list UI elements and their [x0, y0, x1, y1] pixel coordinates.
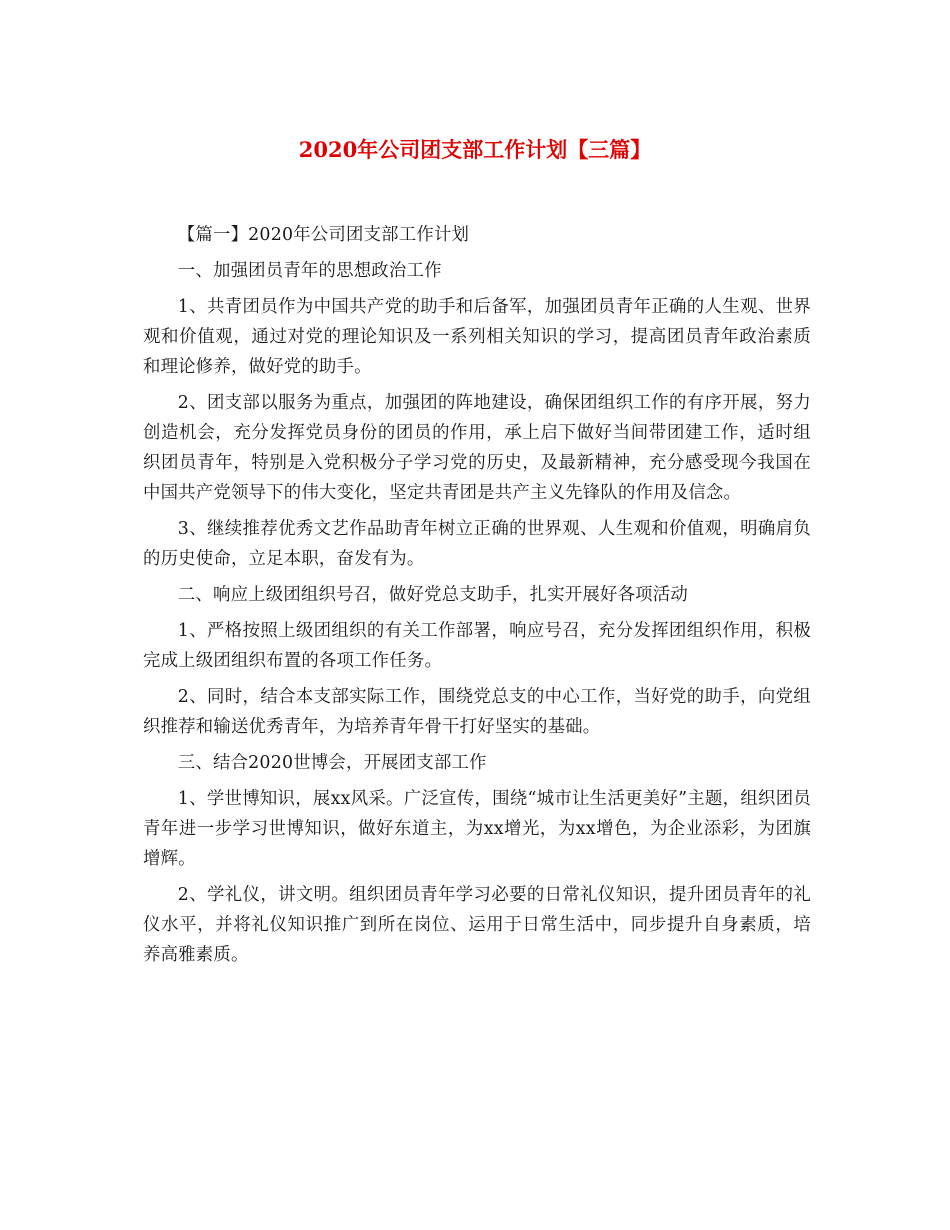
paragraph-2-2: 2、同时，结合本支部实际工作，围绕党总支的中心工作，当好党的助手，向党组织推荐和输送优秀青年，为培养青年骨干打好坚实的基础。 [143, 687, 811, 737]
document-body [143, 220, 811, 976]
paragraph-2-1: 1、严格按照上级团组织的有关工作部署，响应号召，充分发挥团组织作用，积极完成上级团组织布置的各项工作任务。 [143, 621, 811, 671]
paragraph-3-2: 2、学礼仪，讲文明。组织团员青年学习必要的日常礼仪知识，提升团员青年的礼仪水平，并将礼仪知识推广到所在岗位、运用于日常生活中，同步提升自身素质，培养高雅素质。 [143, 885, 811, 965]
section-heading-3: 三、结合2020世博会，开展团支部工作 [177, 753, 487, 773]
section-heading-1: 一、加强团员青年的思想政治工作 [177, 261, 442, 281]
paragraph-1-2: 2、团支部以服务为重点，加强团的阵地建设，确保团组织工作的有序开展，努力创造机会，充分发挥党员身份的团员的作用，承上启下做好当间带团建工作，适时组织团员青年，特别是入党积极分子学习党的历史，及最新精神，充分感受现今我国在中国共产党领导下的伟大变化，坚定共青团是共产主义先锋队的作用及信念。 [143, 393, 811, 503]
paragraph-1-3: 3、继续推荐优秀文艺作品助青年树立正确的世界观、人生观和价值观，明确肩负的历史使命，立足本职，奋发有为。 [143, 519, 811, 569]
section-heading-part-one: 【篇一】2020年公司团支部工作计划 [177, 225, 470, 245]
paragraph-1-1: 1、共青团员作为中国共产党的助手和后备军，加强团员青年正确的人生观、世界观和价值观，通过对党的理论知识及一系列相关知识的学习，提高团员青年政治素质和理论修养，做好党的助手。 [143, 297, 811, 377]
section-heading-2: 二、响应上级团组织号召，做好党总支助手，扎实开展好各项活动 [177, 585, 688, 605]
document-title: 2020年公司团支部工作计划【三篇】 [298, 137, 652, 162]
paragraph-3-1: 1、学世博知识，展xx风采。广泛宣传，围绕“城市让生活更美好”主题，组织团员青年进一步学习世博知识，做好东道主，为xx增光，为xx增色，为企业添彩，为团旗增辉。 [143, 789, 811, 869]
